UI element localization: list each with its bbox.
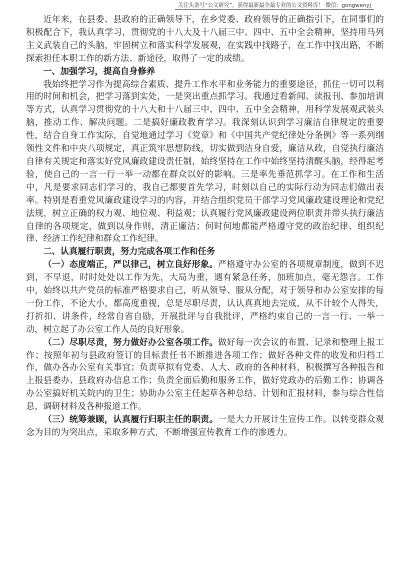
subsection-1-text: 严格遵守办公室的各项规章制度，做到不迟到，不早退，时时处处以工作为先，大局为重，遇有紧急任务，加班加点，毫无怨言。工作中，始终以共产党员的标准严格要求自己，听从领导、服从分配，对于领导和办公室安排的每一份工作，不论大小，都高度重视，总是尽职尽责，认认真真地去完成，从不计较个人得失，打折扣、讲条件，经常自省自励，开展批评与自我批评，严格约束自己的一言一行、一举一动，树立起了办公室工作人员的良好形象。 (26, 260, 384, 335)
banner-text: 关注头条号“公文研究”，获得最新最全最专业的公文资料库！ 微信：gongwenyj (175, 3, 374, 10)
subsection-2-heading: （二）尽职尽责，努力做好办公室各项工作。 (43, 337, 219, 348)
subsection-2-paragraph (26, 337, 384, 414)
section-heading-1: 一、加强学习，提高自身修养 (43, 66, 155, 77)
subsection-1-heading: （一）态度端正，严以律己，树立良好形象。 (43, 260, 219, 271)
subsection-3-paragraph (26, 414, 384, 440)
watermark-banner (26, 2, 384, 12)
subsection-1-paragraph (26, 259, 384, 336)
subsection-3-heading: （三）统筹兼顾，认真履行归职主任的职责。 (43, 415, 219, 426)
subsection-2-text: 做好每一次会议的布置、记录和整理上报工作；按照年初与县政府签订的目标责任书不断推进各项工作；做好各种文件的收发和归档工作，做办各办公室有关事宜；负责草拟有党委、人大、政府的各种材料，积极撰写各种报告和上报县委办、县政府办信息工作；负责全面后勤和服务工作，做好党政办的后勤工作；协调各办公室搞好机关院内的卫生；协助办公室主任起草各种总结、计划和汇报材料，参与综合性信息，调研材料及各种报道工作。 (26, 337, 384, 413)
intro-paragraph: 近年来，在县委、县政府的正确领导下，在乡党委、政府领导的正确指引下，在同事们的积极配合下，我认真学习，贯彻党的十八大及十八届三中、四中、五中全会精神，坚持用马列主义武装自己的头脑，牢固树立和落实科学发展观，在实践中找路子，在工作中找出路，不断探索担任本职工作的新方法、新途径，取得了一定的成绩。 (26, 15, 384, 64)
section-1-paragraph: 我始终把学习作为提高综合素质、提升工作水平和业务能力的重要途径，抓住一切可以利用的时间和机会，把学习落到实处，一是突出重点抓学习。我通过看新闻、读报刊、参加培训等方式，认真学习贯彻党的十八大和十八届三中、四中、五中全会精神，用科学发展观武装头脑，推动工作、解决问题。二是搞好廉政教育学习。我深刻认识到学习廉洁自律规定的重要性，结合自身工作实际，自觉地通过学习《党章》和《中国共产党纪律处分条例》等一系列纲领性文件和中央八项规定，真正筑牢思想防线，切实做到洁身自爱，廉洁从政，自觉执行廉洁自律有关规定和落实好党风廉政建设责任制，始终坚持在工作中始终坚持清醒头脑，经得起考验，使自己的一言一行一举一动都在群众以好的影响。三是率先垂范抓学习。在工作和生活中，凡是要求同志们学习的，我自己都要首先学习，时刻以自己的实际行动为同志们做出表率。特别是看重党风廉政建设学习的内容，并结合组织党员干部学习党风廉政建设理论和党纪法规，树立正确的权力观、地位观、利益观；认真履行党风廉政建设两位职责并带头执行廉洁自律的各项规定，做到以身作则，清正廉洁；何时何地都能严格遵守党的政治纪律、组织纪律、经济工作纪律和群众工作纪律。 (26, 79, 384, 245)
document-body (26, 14, 384, 440)
subsection-3-text: 一是大力开展计生宣传工作。以转变群众观念为目的为突出点，采取多种方式，不断增强宣传教育工作的渗透力。 (26, 415, 384, 438)
section-heading-2: 二、认真履行职责，努力完成各项工作和任务 (43, 247, 216, 258)
